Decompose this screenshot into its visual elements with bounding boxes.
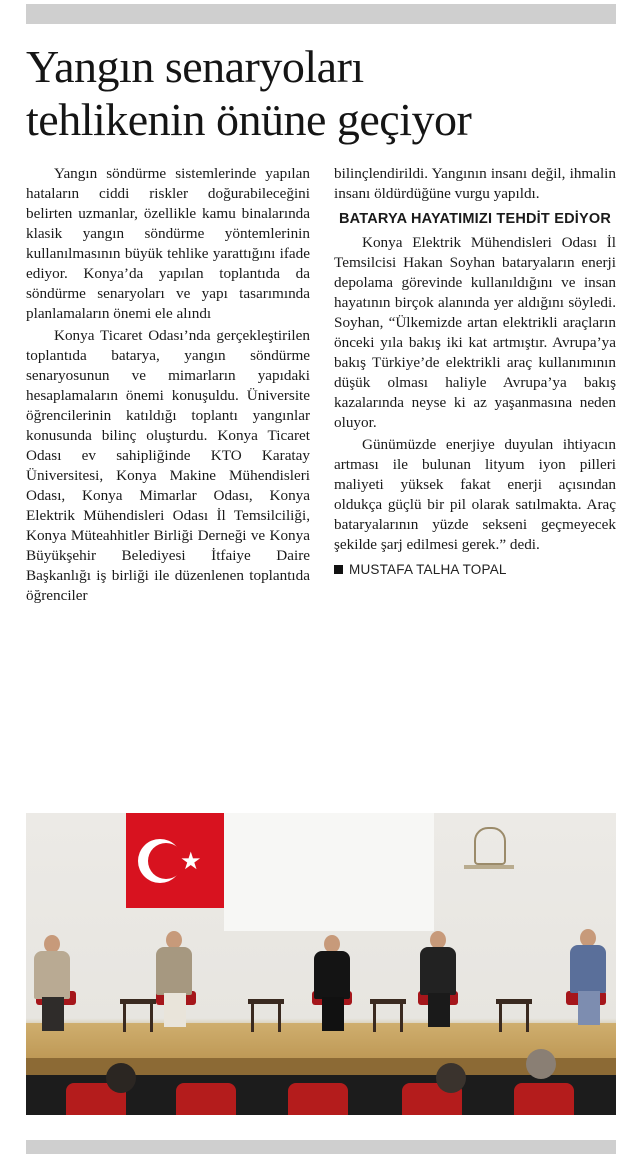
top-rule <box>26 4 616 24</box>
side-table <box>370 999 406 1036</box>
audience-head <box>436 1063 466 1093</box>
emblem-caption-mark <box>464 865 514 869</box>
side-table <box>120 999 156 1036</box>
audience-head <box>106 1063 136 1093</box>
side-table <box>248 999 284 1036</box>
headline-line-1: Yangın senaryoları <box>26 41 364 92</box>
byline <box>334 560 616 580</box>
left-column <box>26 164 310 606</box>
emblem-icon <box>474 827 506 865</box>
byline-name: MUSTAFA TALHA TOPAL <box>349 562 507 577</box>
body-paragraph-continued: bilinçlendirildi. Yangının insanı değil, ihmalin insanı öldürdüğüne vurgu yapıldı. <box>334 165 616 202</box>
body-paragraph: Günümüzde enerjiye duyulan ihtiyacın artması ile bulunan lityum iyon pilleri maliyeti yüksek fakat enerji açısından oldukça güçlü bir pil olarak satılmakta. Araç bataryalarının yüzde sekseni geçmeyecek şekilde şarj edilmesi gerek.” dedi. <box>334 436 616 553</box>
audience-seat <box>176 1083 236 1115</box>
event-photo <box>26 813 616 1115</box>
audience-head <box>526 1049 556 1079</box>
bottom-rule <box>26 1140 616 1154</box>
headline-line-2: tehlikenin önüne geçiyor <box>26 94 472 145</box>
byline-square-icon <box>334 565 343 574</box>
body-paragraph: Konya Elektrik Mühendisleri Odası İl Temsilcisi Hakan Soyhan bataryaların enerji depolama görevinde kullanıldığını ve insan hayatının birçok alanında yer aldığını söyledi. Soyhan, “Ülkemizde artan elektrikli araçların önceki yıla bakış iki kat artmıştır. Avrupa’ya bakış Türkiye’de elektrikli araç kullanımının düşük olması haliyle Avrupa’ya bakış kazalarında neyse ki az yaşanmasına neden oluyor. <box>334 234 616 431</box>
body-paragraph: Yangın söndürme sistemlerinde yapılan hataların ciddi riskler doğurabileceğini belirten uzmanlar, özellikle kamu binalarında klasik yangın söndürme yöntemlerinin kullanılmasının büyük tehlike yarattığını ifade ediyor. Konya’da yapılan toplantıda da söndürme senaryoları ve yapı tasarımında planlamaların önemi ele alındı <box>26 165 310 322</box>
side-table <box>496 999 532 1036</box>
audience-seat <box>288 1083 348 1115</box>
audience-seat <box>514 1083 574 1115</box>
subheading: BATARYA HAYATIMIZI TEHDİT EDİYOR <box>339 211 611 227</box>
body-paragraph: Konya Ticaret Odası’nda gerçekleştirilen toplantıda batarya, yangın söndürme senaryosunun ve mimarların yapıdaki hesaplamaların önemi konuşuldu. Üniversite öğrencilerinin katıldığı toplantı yangınlar konusunda bilinç oluşturdu. Konya Ticaret Odası ev sahipliğinde KTO Karatay Üniversitesi, Konya Makine Mühendisleri Odası, Konya Mimarlar Odası, Konya Elektrik Mühendisleri Odası İl Temsilciliği, Konya Müteahhitler Birliği Derneği ve Konya Büyükşehir Belediyesi İtfaiye Daire Başkanlığı iş birliği ile düzenlenen toplantıda öğrenciler <box>26 327 310 604</box>
projection-screen <box>224 813 434 931</box>
turkish-flag-icon: ★ <box>126 813 224 908</box>
right-column <box>334 164 616 580</box>
headline <box>26 40 616 146</box>
